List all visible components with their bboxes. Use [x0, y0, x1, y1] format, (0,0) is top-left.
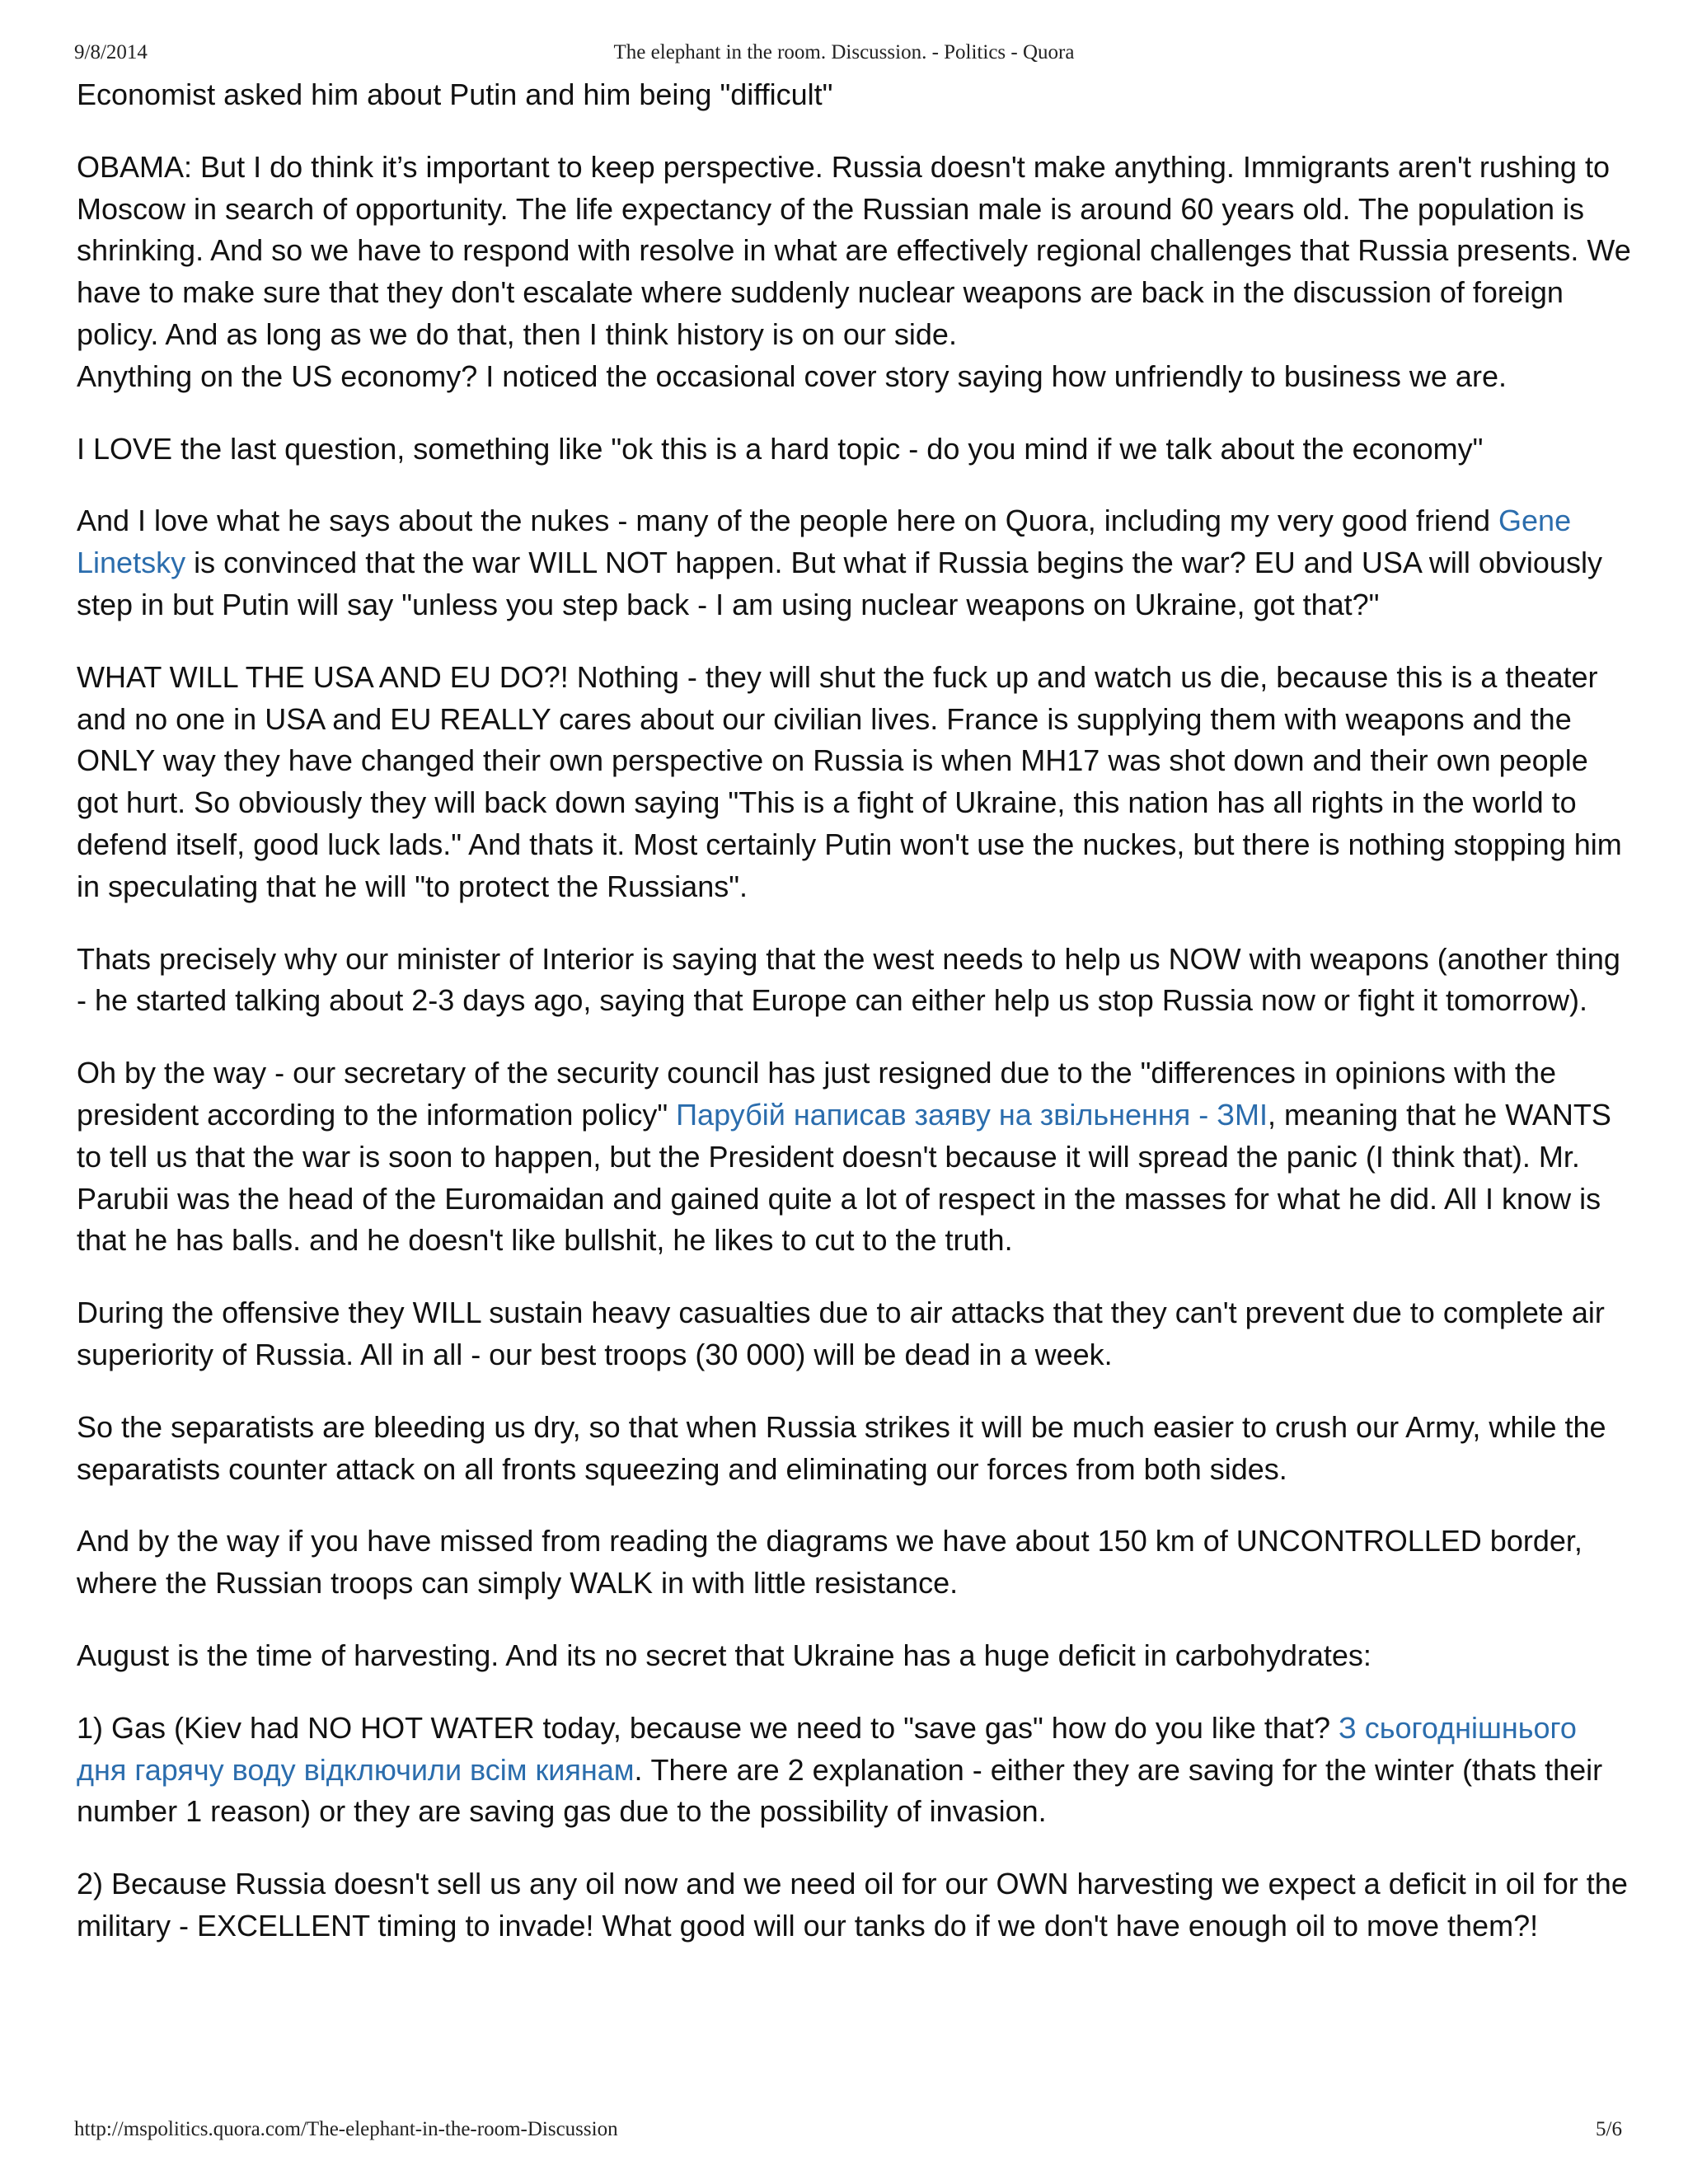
print-page-number: 5/6 — [1596, 2118, 1622, 2140]
link-parubii-resignation[interactable]: Парубій написав заяву на звільнення - ЗМІ — [676, 1097, 1268, 1132]
paragraph-oil: 2) Because Russia doesn't sell us any oil now and we need oil for our OWN harvesting we expect a deficit in oil for the military - EXCELLENT timing to invade! What good will our tanks do if we don't have enough oil to move them?! — [77, 1867, 1628, 1943]
paragraph-economist: Economist asked him about Putin and him being "difficult" — [77, 77, 833, 111]
paragraph-gas-text-b: . There are 2 explanation - either they are saving for the winter (thats their number 1 reason) or they are saving gas due to the possibility of invasion. — [77, 1752, 1603, 1829]
paragraph-us-economy: Anything on the US economy? I noticed the occasional cover story saying how unfriendly to business we are. — [77, 359, 1507, 393]
paragraph-secretary-resigned — [77, 1052, 1634, 1262]
print-page-title: The elephant in the room. Discussion. - Politics - Quora — [613, 41, 1075, 63]
paragraph-border: And by the way if you have missed from reading the diagrams we have about 150 km of UNCONTROLLED border, where the Russian troops can simply WALK in with little resistance. — [77, 1524, 1582, 1601]
paragraph-usa-eu: WHAT WILL THE USA AND EU DO?! Nothing - they will shut the fuck up and watch us die, because this is a theater and no one in USA and EU REALLY cares about our civilian lives. France is supplying them with weapons and the ONLY way they have changed their own perspective on Russia is when MH17 was shot down and their own people got hurt. So obviously they will back down saying "This is a fight of Ukraine, this nation has all rights in the world to defend itself, good luck lads." And thats it. Most certainly Putin won't use the nuckes, but there is nothing stopping him in speculating that he will "to protect the Russians". — [77, 659, 1622, 903]
paragraph-secretary-text-a: Oh by the way - our secretary of the security council has just resigned due to the "differences in opinions with the president according to the information policy" — [77, 1056, 1557, 1132]
paragraph-last-question: I LOVE the last question, something like "ok this is a hard topic - do you mind if we talk about the economy" — [77, 431, 1484, 466]
link-hot-water[interactable]: З сьогоднішнього дня гарячу воду відключили всім киянам — [77, 1710, 1577, 1787]
paragraph-nukes — [77, 500, 1634, 626]
paragraph-gas — [77, 1708, 1634, 1833]
paragraph-harvesting: August is the time of harvesting. And its no secret that Ukraine has a huge deficit in carbohydrates: — [77, 1638, 1372, 1672]
paragraph-secretary-text-b: , meaning that he WANTS to tell us that the war is soon to happen, but the President doesn't because it will spread the panic (I think that). Mr. Parubii was the head of the Euromaidan and gained quite a lot of respect in the masses for what he did. All I know is that he has balls. and he doesn't like bullshit, he likes to cut to the truth. — [77, 1097, 1611, 1258]
paragraph-nukes-text-b: is convinced that the war WILL NOT happen. But what if Russia begins the war? EU and USA will obviously step in but Putin will say "unless you step back - I am using nuclear weapons on Ukraine, got that?" — [77, 546, 1602, 621]
print-date: 9/8/2014 — [74, 41, 148, 63]
paragraph-separatists: So the separatists are bleeding us dry, so that when Russia strikes it will be much easier to crush our Army, while the separatists counter attack on all fronts squeezing and eliminating our forces from both sides. — [77, 1409, 1606, 1486]
link-gene-linetsky[interactable]: Gene Linetsky — [77, 504, 1572, 580]
print-source-url: http://mspolitics.quora.com/The-elephant-in-the-room-Discussion — [74, 2118, 618, 2140]
paragraph-gas-text-a: 1) Gas (Kiev had NO HOT WATER today, because we need to "save gas" how do you like that? — [77, 1710, 1339, 1745]
paragraph-obama-quote: OBAMA: But I do think it’s important to keep perspective. Russia doesn't make anything. Immigrants aren't rushing to Moscow in search of opportunity. The life expectancy of the Russian male is around 60 years old. The population is shrinking. And so we have to respond with resolve in what are effectively regional challenges that Russia presents. We have to make sure that they don't escalate where suddenly nuclear weapons are back in the discussion of foreign policy. And as long as we do that, then I think history is on our side. — [77, 149, 1631, 351]
paragraph-offensive: During the offensive they WILL sustain heavy casualties due to air attacks that they can't prevent due to complete air superiority of Russia. All in all - our best troops (30 000) will be dead in a week. — [77, 1296, 1605, 1371]
paragraph-nukes-text-a: And I love what he says about the nukes - many of the people here on Quora, including my very good friend — [77, 504, 1499, 538]
paragraph-minister-interior: Thats precisely why our minister of Interior is saying that the west needs to help us NOW with weapons (another thing - he started talking about 2-3 days ago, saying that Europe can either help us stop Russia now or fight it tomorrow). — [77, 941, 1620, 1018]
article-body — [77, 74, 1634, 1978]
